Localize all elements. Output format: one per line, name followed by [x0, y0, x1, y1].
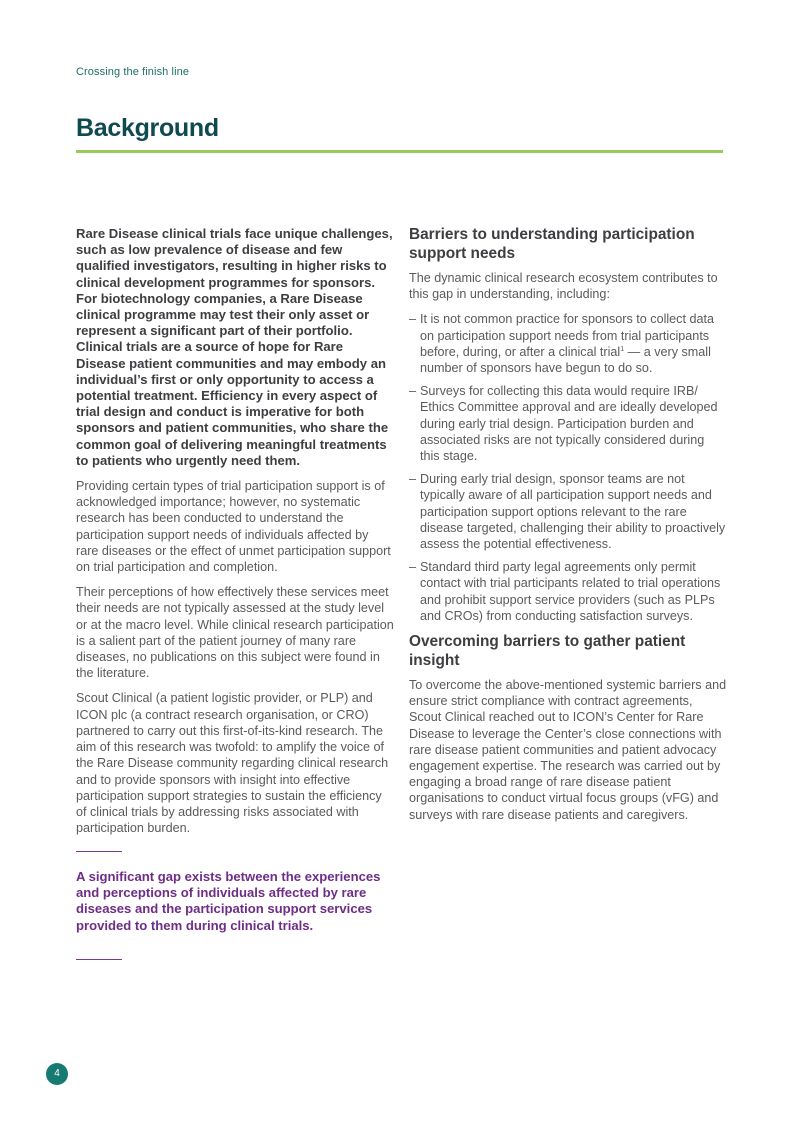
list-item-text: It is not common practice for sponsors to collect data on participation support needs from trial participants before, during, or after a clinical trial — [420, 312, 714, 359]
list-item — [409, 311, 727, 376]
list-item-text: — a very small number of sponsors have begun to do so. — [420, 344, 711, 376]
dash-bullet: – — [409, 560, 417, 575]
pull-quote-rule-bottom — [76, 959, 122, 960]
body-paragraph: Their perceptions of how effectively these services meet their needs are not typically assessed at the study level or at the macro level. While clinical research participation is a salient part of the patient journey of many rare diseases, no publications on this subject were found in the literature. — [76, 585, 394, 681]
barriers-list — [409, 311, 727, 624]
list-item-text: Standard third party legal agreements only permit contact with trial participants related to trial operations and prohibit support service providers (such as PLPs and CROs) from conducting satisfaction surveys. — [420, 560, 721, 623]
overcoming-paragraph: To overcome the above-mentioned systemic barriers and ensure strict compliance with contract agreements, Scout Clinical reached out to ICON’s Center for Rare Disease to leverage the Center’s close connections with rare disease patient communities and patient advocacy engagement expertise. The research was carried out by engaging a broad range of rare disease patient organisations to conduct virtual focus groups (vFG) and surveys with rare disease patients and caregivers. — [409, 678, 727, 822]
page-number-badge: 4 — [46, 1063, 68, 1085]
list-item — [409, 471, 727, 552]
right-column — [409, 226, 727, 832]
list-item — [409, 559, 727, 624]
dash-bullet: – — [409, 312, 417, 327]
left-column — [76, 226, 394, 845]
list-item-text: Surveys for collecting this data would require IRB/ Ethics Committee approval and are ideally developed during early trial design. Participation burden and associated risks are not typically considered during this stage. — [420, 384, 718, 464]
body-paragraph: Scout Clinical (a patient logistic provider, or PLP) and ICON plc (a contract research organisation, or CRO) partnered to carry out this first-of-its-kind research. The aim of this research was twofold: to amplify the voice of the Rare Disease community regarding clinical research and to provide sponsors with insight into effective participation support strategies to sustain the efficiency of clinical trials by addressing risks associated with participation burden. — [76, 691, 389, 836]
pull-quote: A significant gap exists between the experiences and perceptions of individuals affected by rare diseases and the participation support services provided to them during clinical trials. — [76, 869, 381, 933]
lead-paragraph: Rare Disease clinical trials face unique challenges, such as low prevalence of disease and few qualified investigators, resulting in higher risks to clinical development programmes for sponsors. For biotechnology companies, a Rare Disease clinical programme may test their only asset or represent a significant part of their portfolio. Clinical trials are a source of hope for Rare Disease patient communities and may embody an individual’s first or only opportunity to access a potential treatment. Efficiency in every aspect of trial design and conduct is imperative for both sponsors and patient communities, who share the common goal of delivering meaningful treatments to patients who urgently need them. — [76, 226, 393, 468]
title-rule — [76, 150, 723, 153]
body-paragraph: Providing certain types of trial participation support is of acknowledged importance; however, no systematic research has been conducted to understand the participation support needs of individuals affected by rare diseases or the effect of unmet participation support on trial participation and completion. — [76, 479, 391, 575]
dash-bullet: – — [409, 472, 417, 487]
overcoming-heading: Overcoming barriers to gather patient insight — [409, 633, 686, 669]
barriers-intro: The dynamic clinical research ecosystem contributes to this gap in understanding, including: — [409, 271, 718, 302]
pull-quote-rule-top — [76, 851, 122, 852]
barriers-heading: Barriers to understanding participation support needs — [409, 226, 695, 262]
running-head: Crossing the finish line — [76, 66, 190, 78]
page-title: Background — [76, 114, 219, 142]
list-item-text: During early trial design, sponsor teams are not typically aware of all participation support needs and participation support options relevant to the rare disease targeted, challenging their ability to proactively assess the potential effectiveness. — [420, 472, 726, 552]
list-item — [409, 383, 727, 464]
dash-bullet: – — [409, 384, 417, 399]
footnote-ref: 1 — [620, 345, 625, 353]
